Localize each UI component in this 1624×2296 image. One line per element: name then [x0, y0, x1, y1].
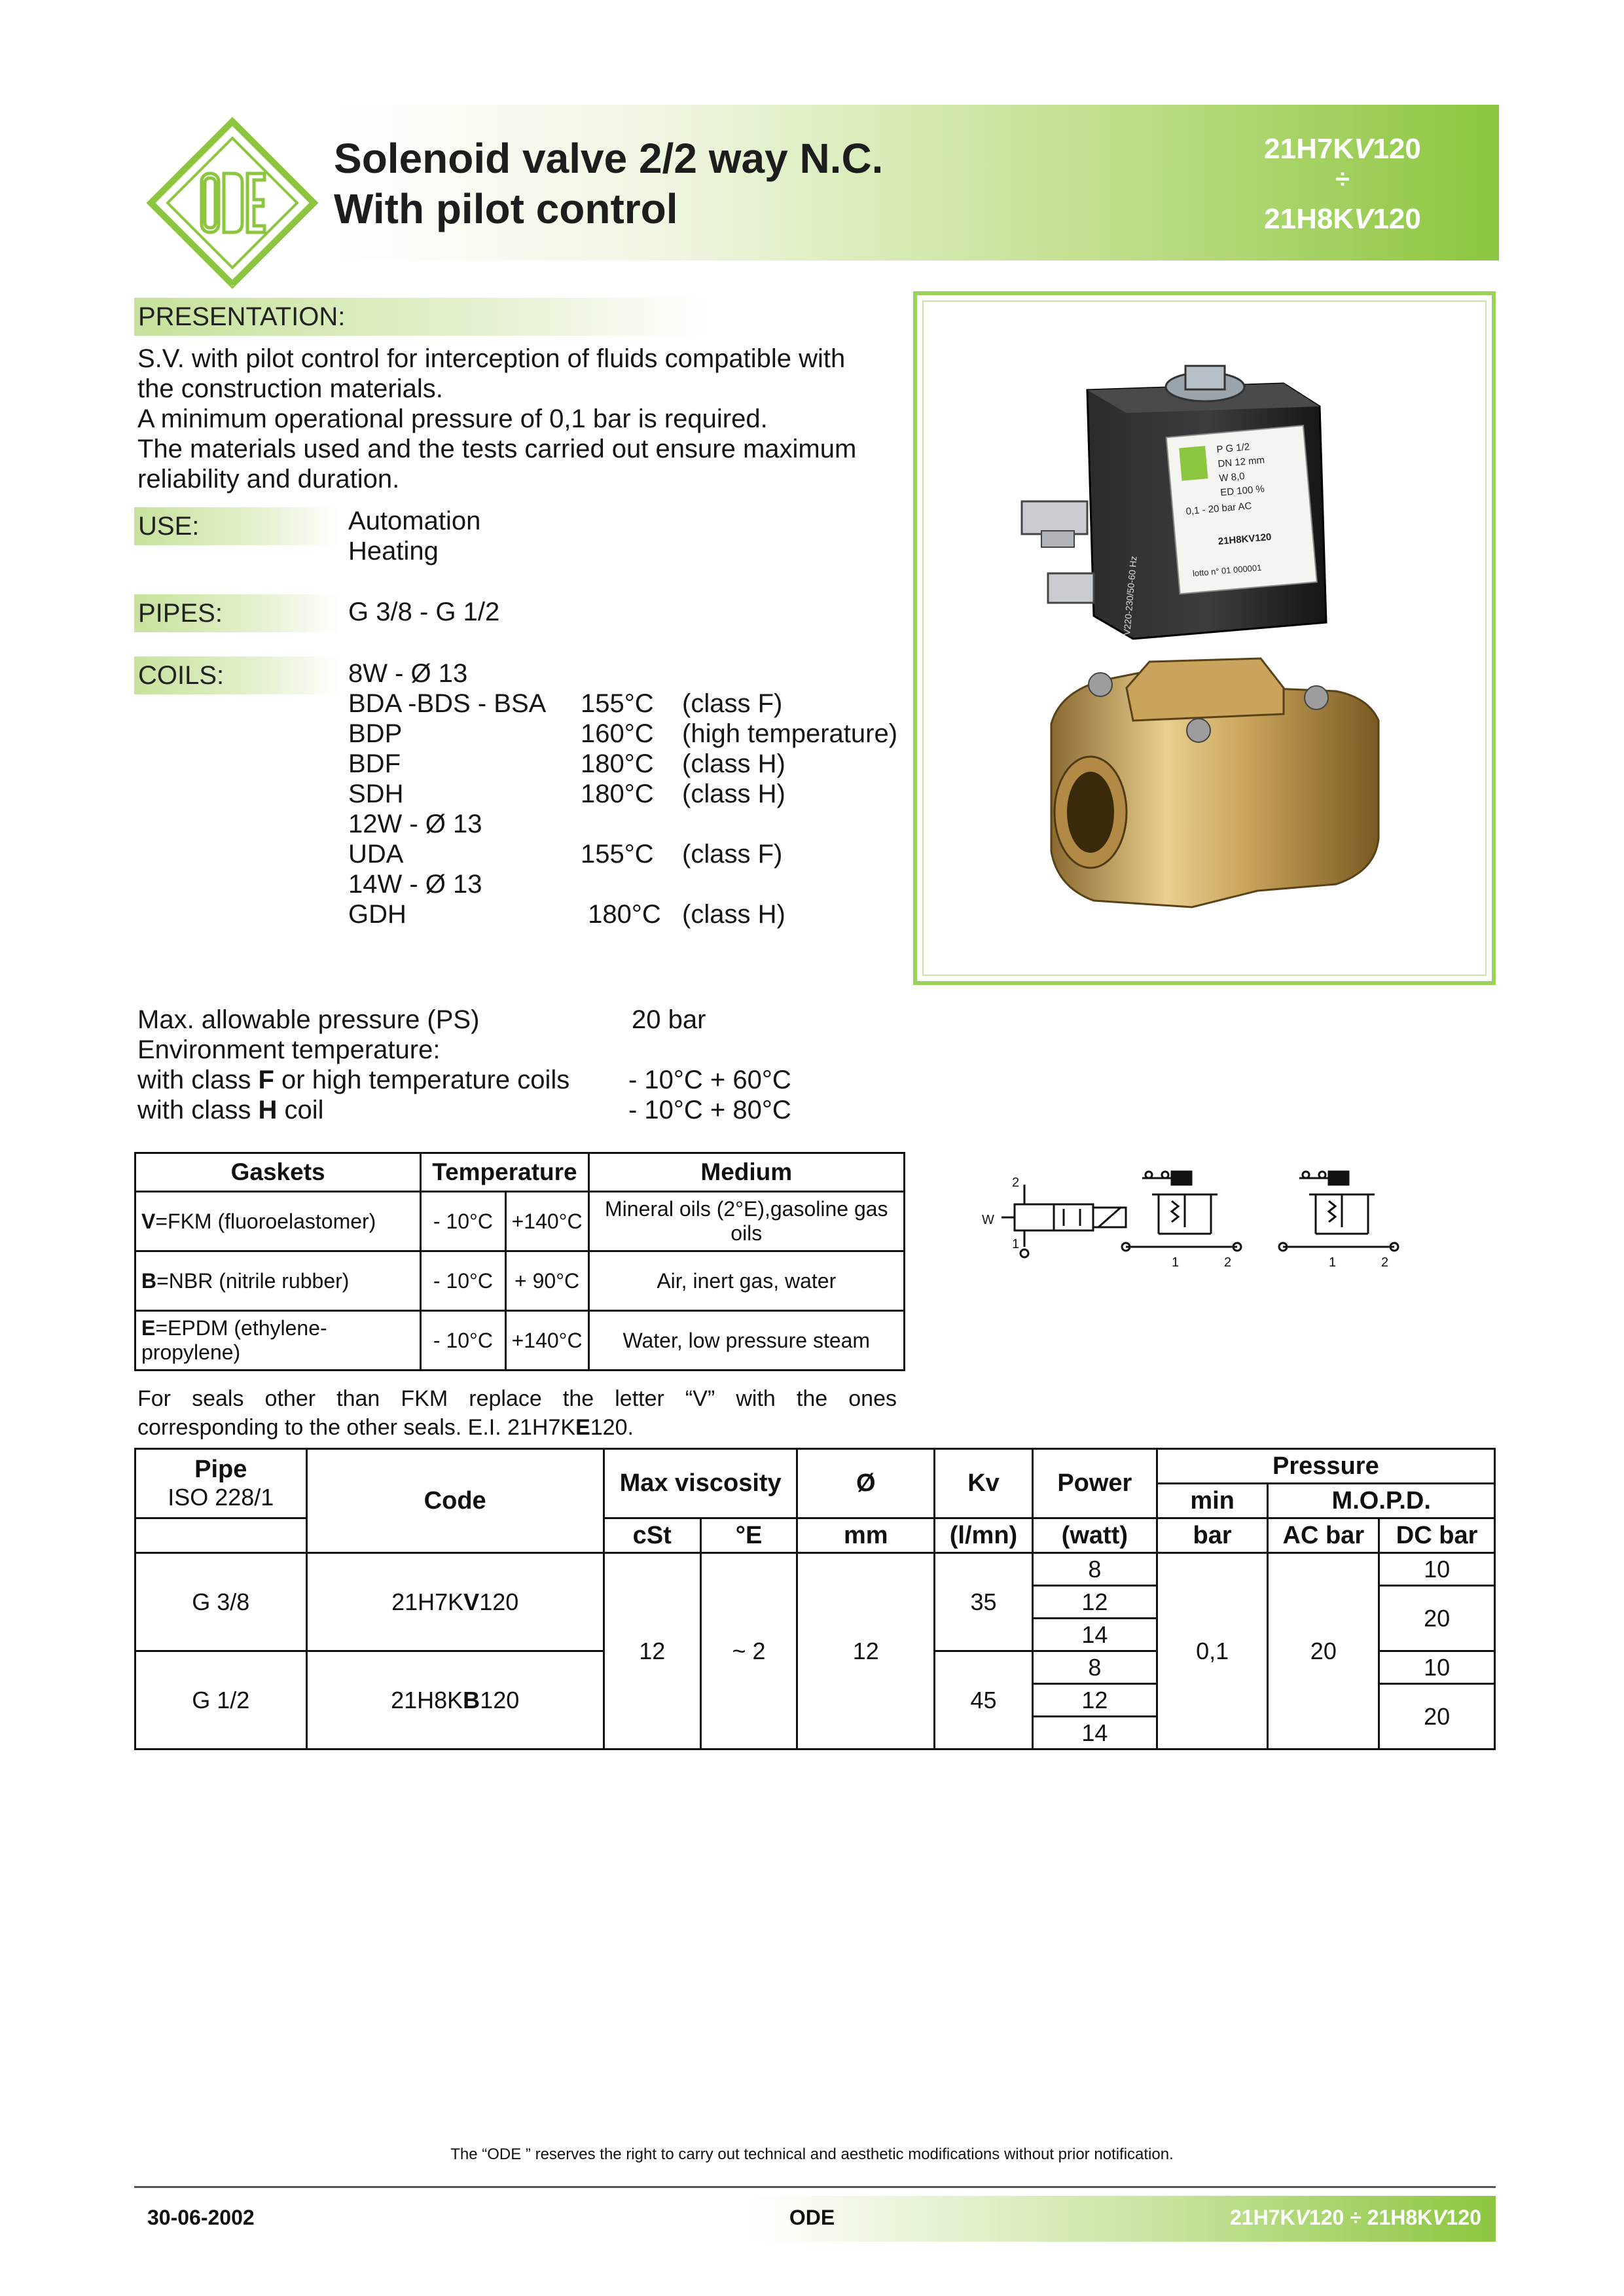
- valve-symbols: [975, 1155, 1486, 1273]
- model-code-top: 21H7KV120: [1264, 133, 1421, 165]
- section-label-pipes: PIPES:: [134, 594, 341, 632]
- coil-row: 8W - Ø 13: [348, 659, 468, 688]
- coils-list: [348, 658, 911, 929]
- section-label-presentation: PRESENTATION:: [134, 298, 714, 336]
- product-photo-frame: [913, 291, 1496, 985]
- port-label: 1: [1172, 1255, 1180, 1270]
- gaskets-table: [134, 1152, 905, 1371]
- voltage-marking: V220-230/50-60 Hz: [1121, 555, 1139, 636]
- seals-note: For seals other than FKM replace the letter “V” with the ones corresponding to the other seals. E.I. 21H7KE120.: [137, 1386, 897, 1440]
- label-line: W 8,0: [1218, 471, 1246, 484]
- operating-limits: Max. allowable pressure (PS) 20 bar Environment temperature: with class F or high temperature coils - 10°C + 60°C with class H coil - 10°C + 80°C: [137, 1005, 791, 1124]
- coil-row: 12W - Ø 13: [348, 810, 482, 838]
- coil-row: 14W - Ø 13: [348, 870, 482, 899]
- model-code-bottom: 21H8KV120: [1264, 203, 1421, 235]
- table-header-row: [135, 1153, 905, 1192]
- use-list: Automation Heating: [348, 507, 481, 565]
- table-row: G 3/8 21H7KV120 12 ~ 2 12 35 8 0,1 20 10: [135, 1553, 1495, 1586]
- table-row: G 1/2 21H8KB120 45 8 10: [135, 1651, 1495, 1684]
- pipes-value: G 3/8 - G 1/2: [348, 598, 500, 626]
- table-row: 12 20: [135, 1586, 1495, 1619]
- label-line: P G 1/2: [1216, 441, 1250, 456]
- footer-divider: [134, 2186, 1496, 2188]
- page-title-line1: Solenoid valve 2/2 way N.C.: [334, 135, 884, 182]
- ode-logo: [144, 115, 321, 291]
- solenoid-valve-image: [917, 295, 1492, 981]
- table-row: 12 20: [135, 1684, 1495, 1717]
- table-row: V=FKM (fluoroelastomer) - 10°C +140°C Mineral oils (2°E),gasoline gas oils: [135, 1192, 905, 1251]
- range-divide-sign: ÷: [1335, 165, 1350, 194]
- port-label: 2: [1381, 1255, 1389, 1270]
- section-label-use: USE:: [134, 507, 341, 545]
- label-model: 21H8KV120: [1218, 531, 1272, 548]
- col-header-gaskets: Gaskets: [135, 1153, 421, 1192]
- coil-row: GDH 180°C (class H): [348, 900, 785, 929]
- table-row: E=EPDM (ethylene-propylene) - 10°C +140°C Water, low pressure steam: [135, 1311, 905, 1371]
- footer-model-range: 21H7KV120 ÷ 21H8KV120: [1229, 2206, 1481, 2229]
- port-label: 2: [1012, 1175, 1020, 1190]
- symbol-w: W: [982, 1213, 994, 1227]
- footer-brand: ODE: [789, 2206, 835, 2229]
- presentation-text: S.V. with pilot control for interception of fluids compatible with the construction materials. A minimum operational pressure of 0,1 bar is required. The materials used and the tests carried out ensure maximum reliability and duration.: [137, 344, 857, 493]
- page-title-line2: With pilot control: [334, 185, 678, 232]
- col-header-temperature: Temperature: [421, 1153, 588, 1192]
- section-label-coils: COILS:: [134, 656, 341, 694]
- footer-date: 30-06-2002: [147, 2206, 255, 2229]
- disclaimer-note: The “ODE ” reserves the right to carry out technical and aesthetic modifications without prior notification.: [450, 2145, 1174, 2163]
- coil-row: UDA 155°C (class F): [348, 840, 783, 869]
- port-label: 2: [1224, 1255, 1232, 1270]
- specification-table: Pipe ISO 228/1 Code Max viscosity Ø Kv Power Pressure min M.O.P.D. cSt °E mm (l/mn) (watt) bar AC bar DC bar G 3/8 21H7KV120 12 ~ 2 12 35 8 0,1 20 10 12 20 14 G 1/2 21H8KB120 45 8 10 12 20 14: [134, 1448, 1496, 1750]
- table-row: 14: [135, 1717, 1495, 1749]
- coil-row: BDF 180°C (class H): [348, 749, 785, 778]
- table-row: 14: [135, 1619, 1495, 1651]
- port-label: 1: [1329, 1255, 1337, 1270]
- col-header-medium: Medium: [588, 1153, 904, 1192]
- svg-text:ODE: ODE: [230, 285, 234, 287]
- label-line: 0,1 - 20 bar AC: [1185, 500, 1252, 518]
- coil-row: BDA -BDS - BSA 155°C (class F): [348, 689, 783, 718]
- coil-row: BDP 160°C (high temperature): [348, 719, 898, 748]
- label-lot: lotto n° 01 000001: [1192, 562, 1262, 579]
- port-label: 1: [1012, 1237, 1020, 1251]
- coil-row: SDH 180°C (class H): [348, 780, 785, 808]
- table-row: B=NBR (nitrile rubber) - 10°C + 90°C Air, inert gas, water: [135, 1251, 905, 1311]
- label-line: ED 100 %: [1219, 483, 1265, 499]
- label-line: DN 12 mm: [1217, 454, 1265, 470]
